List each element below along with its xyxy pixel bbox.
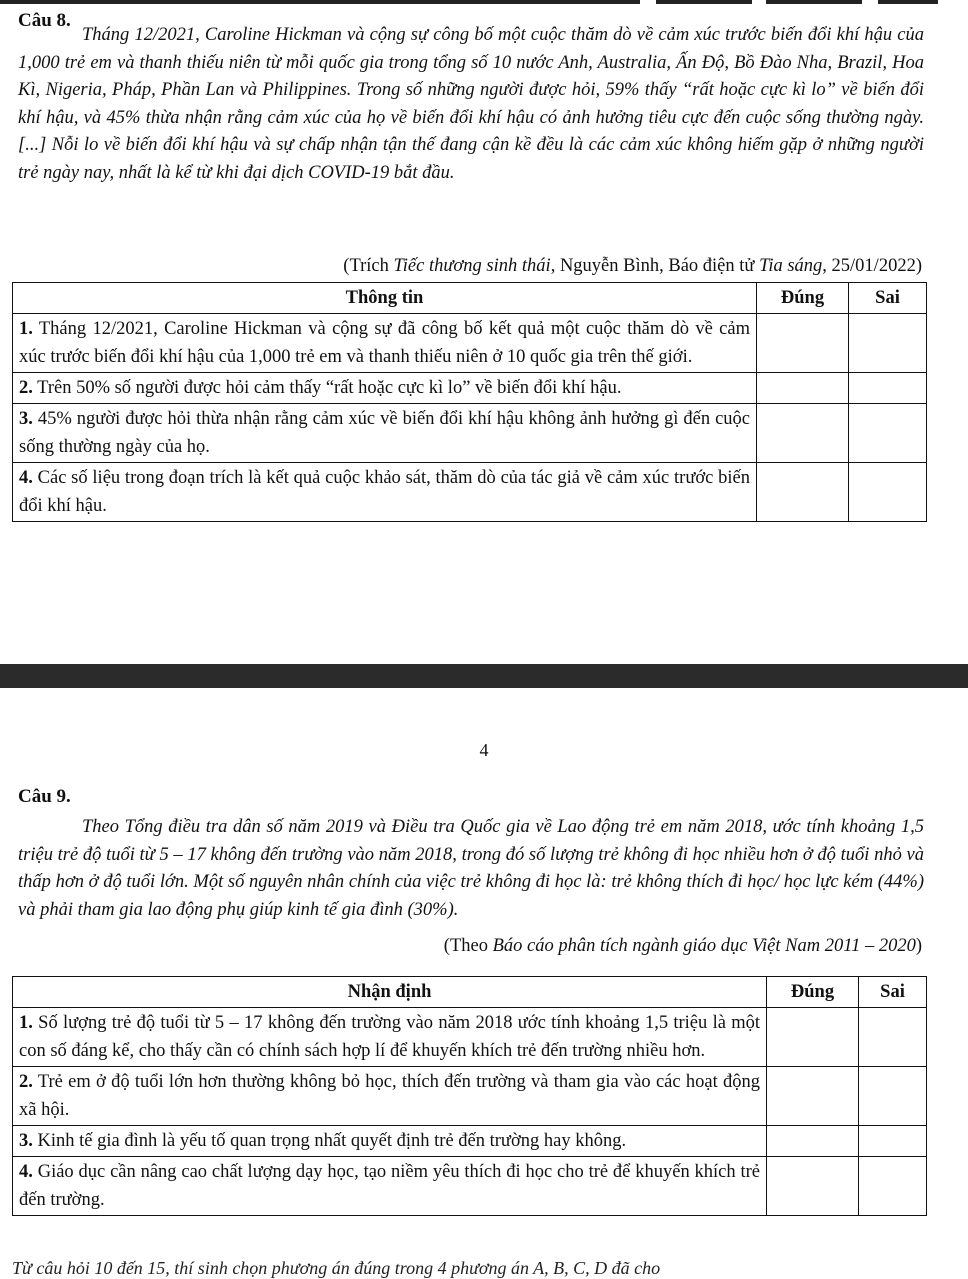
header-false: Sai	[849, 283, 927, 314]
question-9-title: Câu 9.	[18, 786, 71, 807]
table-row	[13, 1157, 927, 1216]
question-9-passage: Theo Tổng điều tra dân số năm 2019 và Điều tra Quốc gia về Lao động trẻ em năm 2018, ước tính khoảng 1,5 triệu trẻ độ tuổi từ 5 – 17 không đến trường vào năm 2018, trong đó số lượng trẻ không đi học nhiều hơn ở độ tuổi nhỏ và thấp hơn ở độ tuổi lớn. Một số nguyên nhân chính của việc trẻ không đi học là: trẻ không thích đi học/ học lực kém (44%) và phải tham gia lao động phụ giúp kinh tế gia đình (30%).	[18, 817, 924, 920]
table-row	[13, 463, 927, 522]
table-row	[13, 404, 927, 463]
table-row	[13, 314, 927, 373]
table-header-row	[13, 977, 927, 1008]
answer-false-cell-2[interactable]	[859, 1067, 927, 1126]
question-9-table	[12, 976, 927, 1216]
answer-false-cell-3[interactable]	[859, 1126, 927, 1157]
statement-3: 3. 45% người được hỏi thừa nhận rằng cảm xúc về biến đổi khí hậu không ảnh hưởng gì đến cuộc sống thường ngày của họ.	[13, 404, 757, 463]
header-statement: Nhận định	[13, 977, 767, 1008]
question-8-source: (Trích Tiếc thương sinh thái, Nguyễn Bình, Báo điện tử Tia sáng, 25/01/2022)	[343, 256, 922, 276]
answer-true-cell-3[interactable]	[767, 1126, 859, 1157]
header-false: Sai	[859, 977, 927, 1008]
page-number: 4	[479, 740, 489, 760]
next-section-instruction: Từ câu hỏi 10 đến 15, thí sinh chọn phương án đúng trong 4 phương án A, B, C, D đã cho	[12, 1258, 661, 1278]
statement-1: 1. Tháng 12/2021, Caroline Hickman và cộng sự đã công bố kết quả một cuộc thăm dò về cảm xúc trước biến đổi khí hậu của 1,000 trẻ em và thanh thiếu niên ở 10 quốc gia trên thế giới.	[13, 314, 757, 373]
answer-true-cell-2[interactable]	[757, 373, 849, 404]
answer-true-cell-1[interactable]	[767, 1008, 859, 1067]
table-header-row	[13, 283, 927, 314]
answer-false-cell-4[interactable]	[849, 463, 927, 522]
header-true: Đúng	[767, 977, 859, 1008]
question-8-table	[12, 282, 927, 522]
question-9-source: (Theo Báo cáo phân tích ngành giáo dục Việt Nam 2011 – 2020)	[443, 936, 922, 956]
question-8-passage: Tháng 12/2021, Caroline Hickman và cộng sự công bố một cuộc thăm dò về cảm xúc trước biến đổi khí hậu của 1,000 trẻ em và thanh thiếu niên từ mỗi quốc gia trong tổng số 10 nước Anh, Australia, Ấn Độ, Bồ Đào Nha, Brazil, Hoa Kì, Nigeria, Pháp, Phần Lan và Philippines. Trong số những người được hỏi, 59% thấy “rất hoặc cực kì lo” về biến đổi khí hậu, và 45% thừa nhận rằng cảm xúc của họ về biến đổi khí hậu có ảnh hưởng tiêu cực đến cuộc sống thường ngày. [...] Nỗi lo về biến đổi khí hậu và sự chấp nhận tận thế đang cận kề đều là các cảm xúc không hiếm gặp ở những người trẻ ngày nay, nhất là kể từ khi đại dịch COVID-19 bắt đầu.	[18, 25, 924, 183]
statement-3: 3. Kinh tế gia đình là yếu tố quan trọng nhất quyết định trẻ đến trường hay không.	[13, 1126, 767, 1157]
header-true: Đúng	[757, 283, 849, 314]
statement-1: 1. Số lượng trẻ độ tuổi từ 5 – 17 không đến trường vào năm 2018 ước tính khoảng 1,5 triệu là một con số đáng kể, cho thấy cần có chính sách hợp lí để khuyến khích trẻ đến trường nhiều hơn.	[13, 1008, 767, 1067]
answer-false-cell-1[interactable]	[859, 1008, 927, 1067]
statement-4: 4. Các số liệu trong đoạn trích là kết quả cuộc khảo sát, thăm dò của tác giả về cảm xúc trước biến đổi khí hậu.	[13, 463, 757, 522]
answer-true-cell-4[interactable]	[757, 463, 849, 522]
answer-false-cell-3[interactable]	[849, 404, 927, 463]
question-8-title: Câu 8.	[18, 10, 71, 31]
answer-true-cell-1[interactable]	[757, 314, 849, 373]
table-row	[13, 1067, 927, 1126]
table-row	[13, 1126, 927, 1157]
answer-true-cell-2[interactable]	[767, 1067, 859, 1126]
answer-false-cell-4[interactable]	[859, 1157, 927, 1216]
answer-false-cell-1[interactable]	[849, 314, 927, 373]
table-row	[13, 1008, 927, 1067]
statement-2: 2. Trên 50% số người được hỏi cảm thấy “rất hoặc cực kì lo” về biến đổi khí hậu.	[13, 373, 757, 404]
table-row	[13, 373, 927, 404]
header-info: Thông tin	[13, 283, 757, 314]
answer-true-cell-4[interactable]	[767, 1157, 859, 1216]
statement-4: 4. Giáo dục cần nâng cao chất lượng dạy học, tạo niềm yêu thích đi học cho trẻ để khuyến khích trẻ đến trường.	[13, 1157, 767, 1216]
answer-true-cell-3[interactable]	[757, 404, 849, 463]
answer-false-cell-2[interactable]	[849, 373, 927, 404]
page-divider	[0, 664, 968, 688]
statement-2: 2. Trẻ em ở độ tuổi lớn hơn thường không bỏ học, thích đến trường và tham gia vào các hoạt động xã hội.	[13, 1067, 767, 1126]
